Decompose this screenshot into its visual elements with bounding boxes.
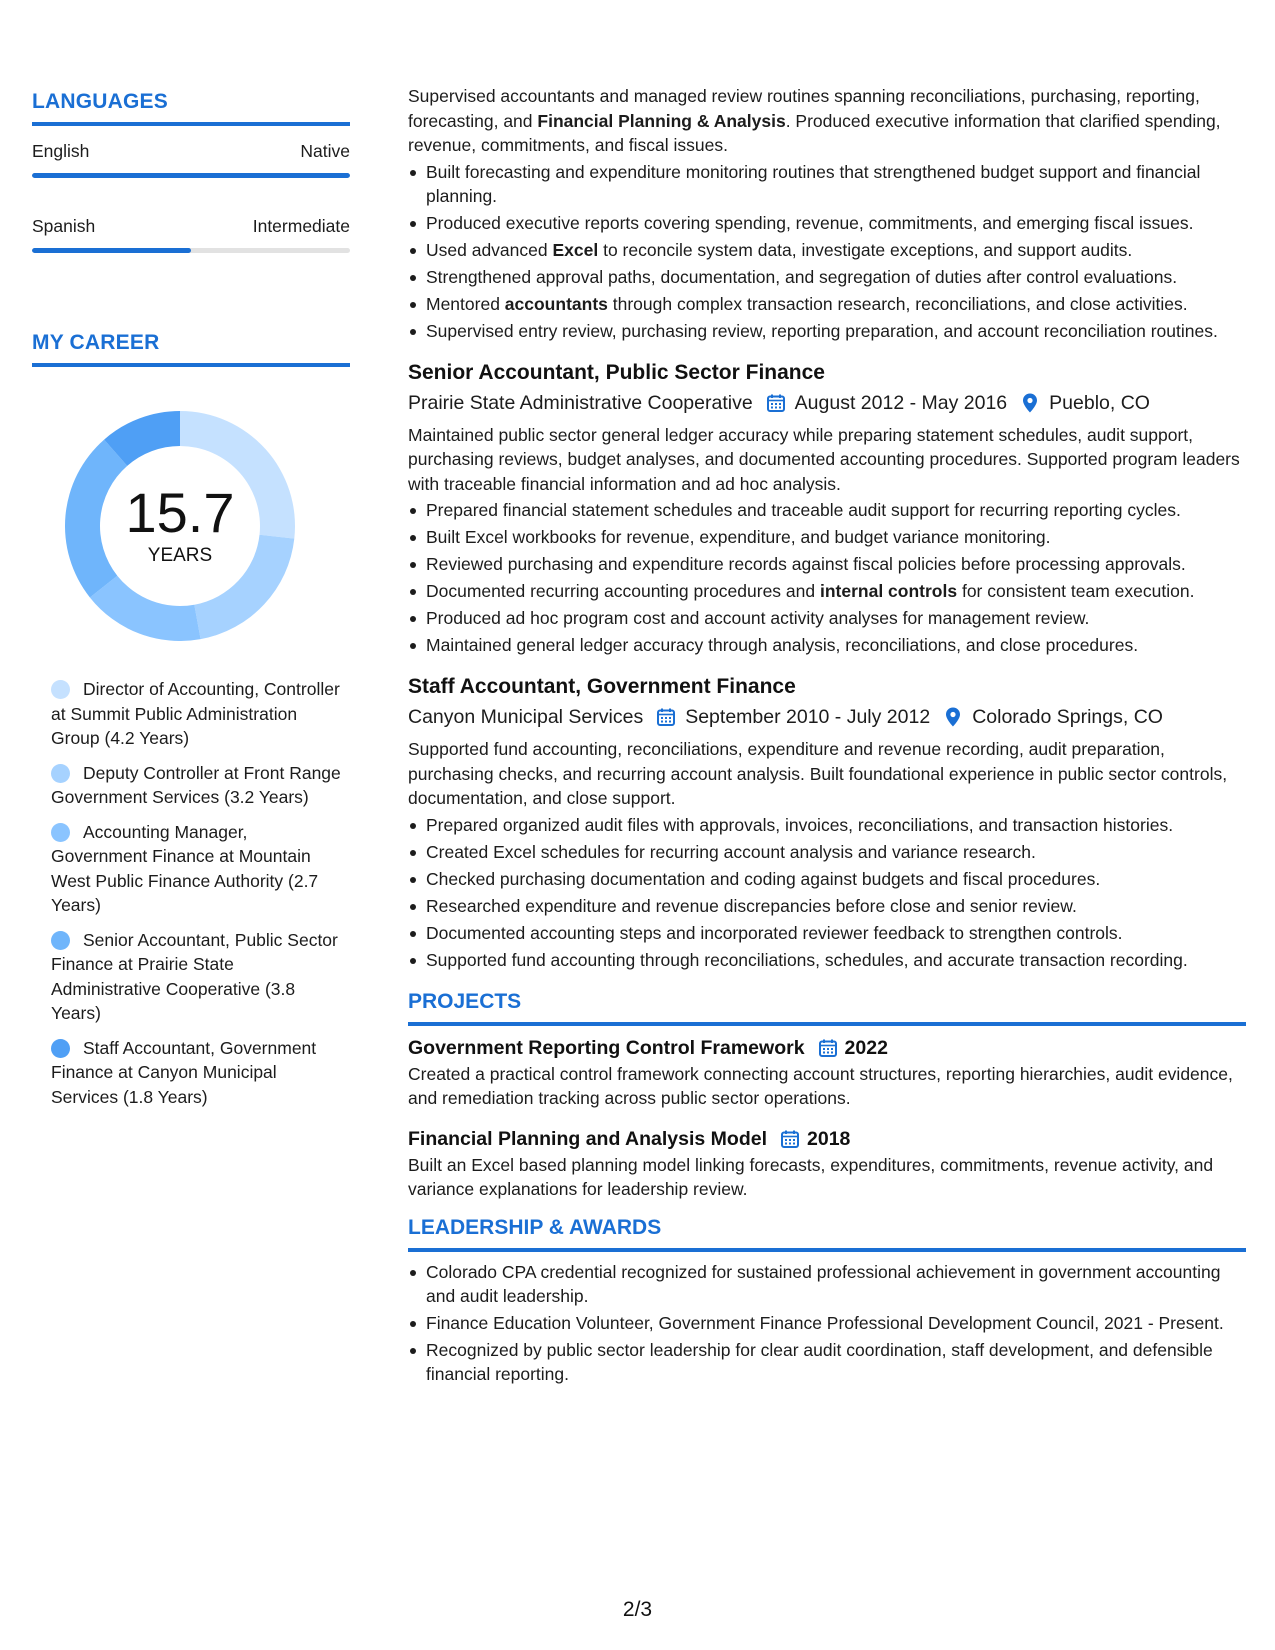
career-item: Deputy Controller at Front Range Government Services (3.2 Years)	[51, 762, 341, 807]
career-dot	[51, 823, 70, 842]
bullet-item: Maintained general ledger accuracy through analysis, reconciliations, and close procedures.	[408, 633, 1246, 657]
languages-heading: LANGUAGES	[32, 90, 168, 113]
bullet-item: Mentored accountants through complex transaction research, reconciliations, and close activities.	[408, 292, 1246, 316]
job-dates: September 2010 - July 2012	[685, 706, 931, 728]
career-total-years: 15.7	[125, 481, 235, 544]
language-name: English	[32, 141, 90, 161]
project-title: Financial Planning and Analysis Model	[408, 1127, 768, 1150]
career-item: Senior Accountant, Public Sector Finance at Prairie State Administrative Cooperative (3.8 Years)	[51, 929, 338, 1023]
career-item: Accounting Manager, Government Finance at Mountain West Public Finance Authority (2.7 Years)	[51, 821, 319, 915]
bullet-item: Supported fund accounting through reconciliations, schedules, and accurate transaction recording.	[408, 948, 1246, 972]
job-entry	[408, 673, 1246, 972]
project-entry	[408, 1034, 1246, 1111]
location-pin-icon	[1019, 392, 1041, 414]
bullet-item: Documented accounting steps and incorporated reviewer feedback to strengthen controls.	[408, 921, 1246, 945]
award-item: Colorado CPA credential recognized for sustained professional achievement in government accounting and audit leadership.	[408, 1260, 1246, 1308]
job-location: Pueblo, CO	[1049, 391, 1150, 414]
career-item: Staff Accountant, Government Finance at Canyon Municipal Services (1.8 Years)	[51, 1037, 317, 1107]
language-bar-fill	[32, 248, 191, 253]
job-title: Senior Accountant, Public Sector Finance	[408, 360, 825, 384]
projects-heading: PROJECTS	[408, 989, 522, 1013]
bullet-item: Researched expenditure and revenue discrepancies before close and senior review.	[408, 894, 1246, 918]
job-bullets	[408, 813, 1246, 972]
bullet-item: Prepared organized audit files with approvals, invoices, reconciliations, and transaction histories.	[408, 813, 1246, 837]
main-content	[408, 84, 1246, 1389]
bullet-item: Strengthened approval paths, documentation, and segregation of duties after control evaluations.	[408, 265, 1246, 289]
language-bar	[32, 248, 350, 253]
job-title: Staff Accountant, Government Finance	[408, 675, 796, 698]
languages-rule	[32, 122, 350, 126]
bullet-item: Built Excel workbooks for revenue, expenditure, and budget variance monitoring.	[408, 525, 1246, 549]
calendar-icon	[655, 706, 677, 728]
awards-rule	[408, 1248, 1246, 1252]
project-year: 2018	[807, 1127, 851, 1150]
career-heading: MY CAREER	[32, 331, 160, 354]
career-dot	[51, 680, 70, 699]
bullet-item: Reviewed purchasing and expenditure records against fiscal policies before processing approvals.	[408, 552, 1246, 576]
job-entry	[408, 359, 1246, 658]
projects-rule	[408, 1022, 1246, 1026]
career-donut-chart	[65, 411, 295, 641]
awards-heading: LEADERSHIP & AWARDS	[408, 1215, 662, 1239]
calendar-icon	[817, 1037, 839, 1059]
career-rule	[32, 363, 350, 367]
career-dot	[51, 1039, 70, 1058]
career-dot	[51, 764, 70, 783]
sidebar	[32, 90, 350, 1119]
job-dates: August 2012 - May 2016	[794, 391, 1008, 414]
bullet-item: Built forecasting and expenditure monitoring routines that strengthened budget support and financial planning.	[408, 160, 1246, 208]
language-level: Intermediate	[252, 216, 350, 236]
awards-list	[408, 1260, 1246, 1386]
bullet-item: Supervised entry review, purchasing review, reporting preparation, and account reconciliation routines.	[408, 319, 1246, 343]
calendar-icon	[765, 392, 787, 414]
language-spanish	[32, 215, 350, 253]
award-item: Recognized by public sector leadership for clear audit coordination, staff development, and defensible financial reporting.	[408, 1338, 1246, 1386]
career-years-label: YEARS	[147, 545, 213, 566]
location-pin-icon	[942, 706, 964, 728]
job-summary: Maintained public sector general ledger accuracy while preparing statement schedules, audit support, purchasing reviews, budget analyses, and documented accounting procedures. Supported program leaders with traceable financial information and ad hoc analysis.	[408, 424, 1240, 494]
bullet-item: Created Excel schedules for recurring account analysis and variance research.	[408, 840, 1246, 864]
award-item: Finance Education Volunteer, Government Finance Professional Development Council, 2021 - Present.	[408, 1311, 1246, 1335]
language-level: Native	[300, 141, 350, 161]
job-meta	[408, 703, 1246, 731]
career-dot	[51, 931, 70, 950]
job-bullets	[408, 160, 1246, 343]
company-name: Prairie State Administrative Cooperative	[408, 391, 753, 414]
bullet-item: Used advanced Excel to reconcile system data, investigate exceptions, and support audits.	[408, 238, 1246, 262]
project-entry	[408, 1125, 1246, 1202]
career-list	[51, 677, 341, 1109]
bullet-item: Documented recurring accounting procedures and internal controls for consistent team execution.	[408, 579, 1246, 603]
calendar-icon	[779, 1128, 801, 1150]
career-item: Director of Accounting, Controller at Summit Public Administration Group (4.2 Years)	[51, 679, 340, 748]
job-summary: Supervised accountants and managed review routines spanning reconciliations, purchasing, reporting, forecasting, and Financial Planning & Analysis. Produced executive information that clarified spending, revenue, commitments, and fiscal issues.	[408, 86, 1221, 155]
job-bullets	[408, 498, 1246, 657]
project-year: 2022	[844, 1036, 888, 1059]
project-title: Government Reporting Control Framework	[408, 1036, 805, 1059]
bullet-item: Produced executive reports covering spending, revenue, commitments, and emerging fiscal issues.	[408, 211, 1246, 235]
language-name: Spanish	[32, 216, 96, 236]
job-summary: Supported fund accounting, reconciliations, expenditure and revenue recording, audit preparation, purchasing checks, and recurring account analysis. Built foundational experience in public sector controls, documentation, and close support.	[408, 739, 1228, 808]
job-location: Colorado Springs, CO	[972, 706, 1163, 728]
language-english	[32, 140, 350, 178]
job-meta	[408, 389, 1246, 417]
project-description: Created a practical control framework connecting account structures, reporting hierarchies, audit evidence, and remediation tracking across public sector operations.	[408, 1063, 1233, 1108]
bullet-item: Checked purchasing documentation and coding against budgets and fiscal procedures.	[408, 867, 1246, 891]
company-name: Canyon Municipal Services	[408, 706, 644, 728]
project-description: Built an Excel based planning model linking forecasts, expenditures, commitments, revenue activity, and variance explanations for leadership review.	[408, 1154, 1214, 1199]
page-number: 2/3	[622, 1598, 653, 1621]
bullet-item: Produced ad hoc program cost and account activity analyses for management review.	[408, 606, 1246, 630]
bullet-item: Prepared financial statement schedules and traceable audit support for recurring reporting cycles.	[408, 498, 1246, 522]
